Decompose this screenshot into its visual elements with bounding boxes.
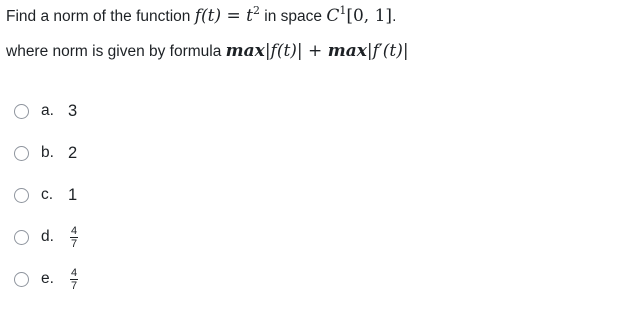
max-operator-2: max bbox=[327, 41, 367, 61]
plus-sign: + bbox=[302, 41, 328, 61]
space-symbol-c: C bbox=[326, 6, 340, 26]
variable-t: t bbox=[246, 6, 253, 26]
question-text-a: Find a norm of the function bbox=[6, 8, 195, 25]
radio-button-unchecked-icon[interactable] bbox=[14, 272, 29, 287]
option-b[interactable] bbox=[14, 142, 77, 164]
exponent-2: 2 bbox=[252, 4, 260, 17]
line-1-end-punct: . bbox=[392, 8, 397, 25]
option-value: 2 bbox=[68, 143, 78, 162]
option-e[interactable] bbox=[14, 268, 78, 290]
question-text-b: in space bbox=[259, 8, 327, 25]
abs-f-of-t: |f(t)| bbox=[264, 41, 303, 61]
fraction-numerator: 4 bbox=[71, 224, 78, 237]
option-c[interactable] bbox=[14, 184, 77, 206]
max-operator-1: max bbox=[225, 41, 265, 61]
function-expression: f(t) bbox=[194, 6, 222, 26]
radio-button-unchecked-icon[interactable] bbox=[14, 146, 29, 161]
option-a[interactable] bbox=[14, 100, 77, 122]
equals-sign: = bbox=[221, 6, 247, 26]
radio-button-unchecked-icon[interactable] bbox=[14, 104, 29, 119]
option-fraction bbox=[70, 268, 78, 291]
option-letter: d. bbox=[41, 228, 54, 245]
question-line-2 bbox=[6, 41, 618, 61]
fraction-numerator: 4 bbox=[71, 266, 78, 279]
question-line-1 bbox=[6, 6, 618, 26]
prime-mark: ′ bbox=[378, 41, 383, 61]
question-text-c: where norm is given by formula bbox=[6, 43, 226, 60]
exponent-1: 1 bbox=[339, 4, 347, 17]
option-fraction bbox=[70, 226, 78, 249]
option-letter: c. bbox=[41, 186, 54, 203]
option-letter: b. bbox=[41, 144, 54, 161]
option-value: 3 bbox=[68, 101, 78, 120]
question-text bbox=[6, 6, 618, 61]
abs-close-t: (t)| bbox=[382, 41, 409, 61]
interval: [0, 1] bbox=[346, 6, 393, 26]
fraction-denominator: 7 bbox=[71, 279, 78, 292]
fraction-denominator: 7 bbox=[71, 237, 78, 250]
option-d[interactable] bbox=[14, 226, 78, 248]
radio-button-unchecked-icon[interactable] bbox=[14, 188, 29, 203]
radio-button-unchecked-icon[interactable] bbox=[14, 230, 29, 245]
option-letter: e. bbox=[41, 270, 54, 287]
abs-open-f: |f bbox=[366, 41, 379, 61]
option-value: 1 bbox=[68, 185, 78, 204]
option-letter: a. bbox=[41, 102, 54, 119]
